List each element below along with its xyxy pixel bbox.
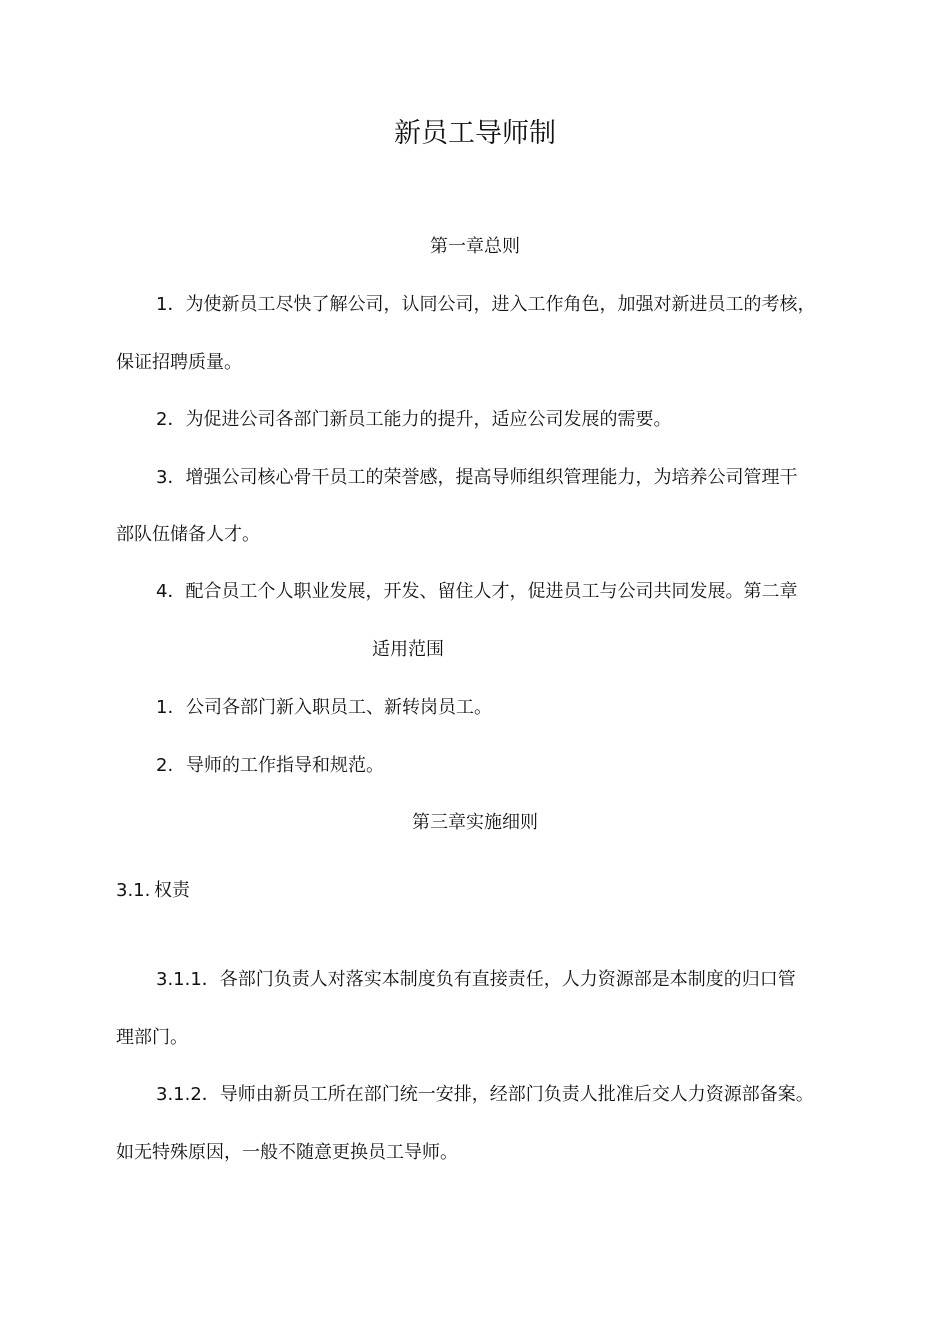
section-3-1-title: 权责 [154,880,190,901]
chapter-1-item-3-line-2: 部队伍储备人才。 [116,524,260,545]
chapter-2-item-2-number: 2. [156,755,174,776]
chapter-1-item-1-line-2: 保证招聘质量。 [116,352,242,373]
chapter-2-item-1-text: 公司各部门新入职员工、新转岗员工。 [186,697,492,718]
chapter-3-heading: 第三章实施细则 [412,812,538,833]
chapter-1-heading: 第一章总则 [430,236,520,257]
section-3-1-number: 3.1. [116,880,151,901]
chapter-2-item-2-text: 导师的工作指导和规范。 [186,755,384,776]
chapter-2-item-1-number: 1. [156,697,174,718]
chapter-2-heading: 适用范围 [372,639,444,660]
chapter-1-item-3-line-1: 3．增强公司核心骨干员工的荣誉感，提高导师组织管理能力，为培养公司管理干 [156,467,798,488]
chapter-1-item-4-line-1: 4．配合员工个人职业发展，开发、留住人才，促进员工与公司共同发展。第二章 [156,581,798,602]
chapter-1-item-2-line-1: 2．为促进公司各部门新员工能力的提升，适应公司发展的需要。 [156,409,672,430]
clause-3-1-2-line-1: 3.1.2．导师由新员工所在部门统一安排，经部门负责人批准后交人力资源部备案。 [156,1084,814,1105]
document-title: 新员工导师制 [394,118,556,149]
clause-3-1-2-line-2: 如无特殊原因，一般不随意更换员工导师。 [116,1142,458,1163]
clause-3-1-1-line-1: 3.1.1．各部门负责人对落实本制度负有直接责任，人力资源部是本制度的归口管 [156,969,796,990]
clause-3-1-1-line-2: 理部门。 [116,1027,188,1048]
chapter-1-item-1-line-1: 1．为使新员工尽快了解公司，认同公司，进入工作角色，加强对新进员工的考核， [156,294,816,315]
